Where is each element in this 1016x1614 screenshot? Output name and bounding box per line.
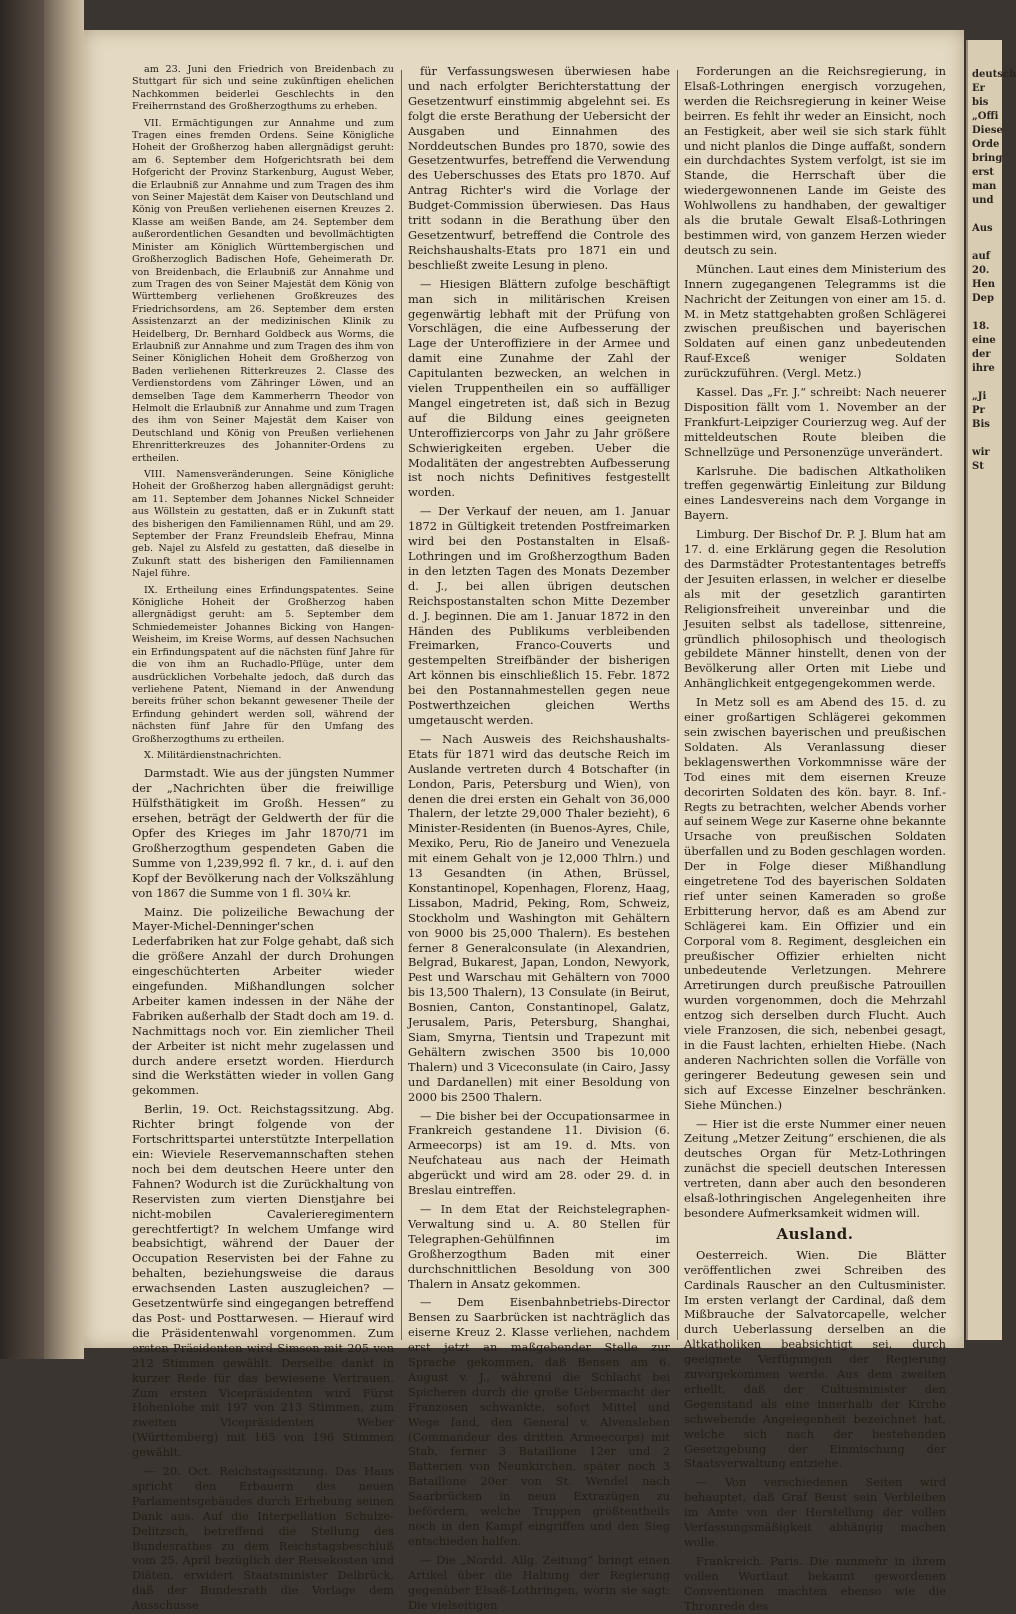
column-3 [684, 64, 946, 1613]
article-paragraph: München. Laut eines dem Ministerium des Innern zugegangenen Telegramms ist die Nachricht der Zeitungen von einer am 15. d. M. in Metz stattgehabten großen Schlägerei zwischen preußischen und bayerischen Soldaten auf einen ganz unbedeutenden Rauf-Exceß weniger Soldaten zurückzuführen. (Vergl. Metz.) [684, 261, 946, 381]
article-paragraph: — Die „Nordd. Allg. Zeitung“ bringt einen Artikel über die Haltung der Regierung gegenüber Elsaß-Lothringen, worin sie sagt: Die vielseitigen [408, 1552, 670, 1612]
column-1 [132, 64, 394, 1613]
article-paragraph: Kassel. Das „Fr. J.“ schreibt: Nach neuerer Disposition fällt vom 1. November an der Frankfurt-Leipziger Courierzug weg. Auf der mitteldeutschen Route bleiben die Schnellzüge und Personenzüge unverändert. [684, 385, 946, 459]
column-rule [677, 70, 678, 1340]
article-paragraph: für Verfassungswesen überwiesen habe und nach erfolgter Berichterstattung der Gesetzentwurf einstimmig abgelehnt sei. Es folgt die erste Berathung der Uebersicht der Ausgaben und Einnahmen des Norddeutschen Bundes pro 1870, sowie des Gesetzentwurfes, betreffend die Verwendung des Ueberschusses des Etats pro 1870. Auf Antrag Richter's wird die Vorlage der Budget-Commission überwiesen. Das Haus tritt sodann in die Berathung über den Gesetzentwurf, betreffend die Controle des Reichshaushalts-Etats pro 1871 ein und beschließt zweite Lesung in pleno. [408, 64, 670, 272]
article-paragraph: Oesterreich. Wien. Die Blätter veröffentlichen zwei Schreiben des Cardinals Rauscher an den Cultusminister. Im ersten verlangt der Cardinal, daß dem Mißbrauche der Salvatorcapelle, welcher durch Ueberlassung derselben an die Altkatholiken beabsichtigt sei, durch geeignete Verfügungen der Regierung zuvorgekommen werde. Aus dem zweiten erhellt, daß der Cultusminister den Gegenstand als eine innerhalb der Kirche schwebende Angelegenheit bezeichnet hat, welche sich nach der bestehenden Gesetzgebung der Einmischung der Staatsverwaltung entziehe. [684, 1247, 946, 1471]
article-paragraph: Berlin, 19. Oct. Reichstagssitzung. Abg. Richter bringt folgende von der Fortschrittspartei unterstützte Interpellation ein: Wieviele Reservemannschaften stehen noch bei dem deutschen Heere unter den Fahnen? Wodurch ist die Zurückhaltung von Reservisten zum vierten Dienstjahre bei nicht-mobilen Cavalerieregimentern gerechtfertigt? In welchem Umfange wird beabsichtigt, während der Dauer der Occupation Reservisten bei der Fahne zu behalten, beziehungsweise die daraus erwachsenden Lasten auszugleichen? — Gesetzentwürfe sind eingegangen betreffend das Post- und Posttarwesen. — Hierauf wird die Präsidentenwahl vorgenommen. Zum ersten Präsidenten wird Simson mit 205 von 212 Stimmen gewählt. Derselbe dankt in kurzer Rede für das bewiesene Vertrauen. Zum ersten Vicepräsidenten wird Fürst Hohenlohe mit 197 von 213 Stimmen, zum zweiten Vicepräsidenten Weber (Württemberg) mit 165 von 196 Stimmen gewählt. [132, 1102, 394, 1460]
page-gutter [44, 0, 84, 1359]
section-subheading: X. Militärdienstnachrichten. [144, 749, 282, 761]
article-paragraph: — Dem Eisenbahnbetriebs-Director Bensen zu Saarbrücken ist nachträglich das eiserne Kreuz 2. Klasse verliehen, nachdem erst jetzt an maßgebender Stelle zur Sprache gekommen, daß Bensen am 6. August v. J., während die Schlacht bei Spicheren durch die große Uebermacht der Franzosen schwankte, sofort Mittel und Wege fand, den General v. Alvensleben (Commandeur des dritten Armeecorps) mit Stab, ferner 3 Bataillone 12er und 2 Batterien von Neunkirchen, später noch 3 Bataillone 20er von St. Wendel nach Saarbrücken in neun Extrazügen zu befördern, welche Truppen größtentheils noch in den Kampf eingriffen und den Sieg entschieden halfen. [408, 1295, 670, 1548]
adjacent-page-text: deutsch Er bis „Offi Diese Orde bring erst man und Aus auf 20. Hen Dep 18. eine der ihre „Ji Pr Bis wir St [972, 69, 1016, 472]
newspaper-page [84, 30, 964, 1613]
article-paragraph: — Die bisher bei der Occupationsarmee in Frankreich gestandene 11. Division (6. Armeecorps) ist am 19. d. Mts. von Neufchateau aus nach der Heimath abgerückt und wird am 28. oder 29. d. in Breslau eintreffen. [408, 1108, 670, 1198]
article-paragraph: — Nach Ausweis des Reichshaushalts-Etats für 1871 wird das deutsche Reich im Auslande vertreten durch 4 Botschafter (in London, Paris, Petersburg und Wien), von denen die drei ersten ein Gehalt von 36,000 Thalern, der letzte 29,000 Thaler bezieht), 6 Minister-Residenten (in Buenos-Ayres, Chile, Mexiko, Peru, Rio de Janeiro und Venezuela mit einem Gehalt von je 12,000 Thlrn.) und 13 Gesandten (in Athen, Brüssel, Konstantinopel, Kopenhagen, Florenz, Haag, Lissabon, Madrid, Peking, Rom, Schweiz, Stockholm und Washington mit Gehältern von 9000 bis 25,000 Thalern). Es bestehen ferner 8 Generalconsulate (in Alexandrien, Belgrad, Bukarest, Japan, London, Newyork, Pest und Warschau mit Gehältern von 7000 bis 13,500 Thalern), 13 Consulate (in Beirut, Bosnien, Canton, Constantinopel, Galatz, Jerusalem, Paris, Petersburg, Shanghai, Siam, Smyrna, Tientsin und Trapezunt mit Gehältern zwischen 3500 bis 10,000 Thalern) und 3 Viceconsulate (in Cairo, Jassy und Dardanellen) mit einer Besoldung von 2000 bis 2500 Thalern. [408, 731, 670, 1104]
article-paragraph: — Von verschiedenen Seiten wird behauptet, daß Graf Beust sein Verbleiben im Amte von der Herstellung der vollen Verfassungsmäßigkeit abhängig machen wolle. [684, 1475, 946, 1549]
article-paragraph: am 23. Juni den Friedrich von Breidenbach zu Stuttgart für sich und seine zukünftigen ehelichen Nachkommen beiderlei Geschlechts in den Freiherrnstand des Großherzogthums zu erheben. [132, 64, 394, 113]
article-paragraph: VIII. Namensveränderungen. Seine Königliche Hoheit der Großherzog haben allergnädigst geruht: am 11. September dem Johannes Nickel Schneider aus Wöllstein zu gestatten, daß er in Zukunft statt des bisherigen den Familiennamen Rühl, und am 29. September der Franz Freundsleib Ehefrau, Minna geb. Najel zu Alsfeld zu gestatten, daß dieselbe in Zukunft statt des bisherigen den Familiennamen Najel führe. [132, 469, 394, 580]
article-paragraph: Limburg. Der Bischof Dr. P. J. Blum hat am 17. d. eine Erklärung gegen die Resolution des Darmstädter Protestantentages betreffs der Jesuiten erlassen, in welcher er dieselbe als mit der gesetzlich garantirten Religionsfreiheit unvereinbar und die Jesuiten selbst als tadellose, sittenreine, gründlich philosophisch und theologisch gebildete Männer hinstellt, denen von der Bevölkerung aller Orten mit Liebe und Anhänglichkeit entgegengekommen werde. [684, 527, 946, 691]
article-paragraph: In Metz soll es am Abend des 15. d. zu einer großartigen Schlägerei gekommen sein zwischen bayerischen und preußischen Soldaten. Als Veranlassung dieser beklagenswerthen Vorkommnisse wäre der Tod eines mit dem eisernen Kreuze decorirten Soldaten des kön. bayr. 8. Inf.-Regts zu betrachten, welcher Abends vorher auf seinem Wege zur Kaserne ohne bekannte Ursache von preußischen Soldaten überfallen und zu Boden geschlagen worden. Der in Folge dieser Mißhandlung eingetretene Tod des bayerischen Soldaten rief unter seinen Kameraden so große Erbitterung hervor, daß es am Abend zur Schlägerei kam. Ein Offizier und ein Corporal vom 8. Regiment, desgleichen ein preußischer Offizier erhielten nicht unbedeutende Verletzungen. Mehrere Arretirungen durch preußische Patrouillen wurden vorgenommen, doch die Mehrzahl entzog sich derselben durch Flucht. Auch viele Franzosen, die sich, nebenbei gesagt, in die Faust lachten, erhielten Hiebe. (Nach anderen Nachrichten sollen die Vorfälle von geringerer Bedeutung gewesen sein und sich auf Excesse Einzelner beschränken. Siehe München.) [684, 695, 946, 1112]
article-paragraph: — Hiesigen Blättern zufolge beschäftigt man sich in militärischen Kreisen gegenwärtig lebhaft mit der Prüfung von Vorschlägen, die eine Aufbesserung der Lage der Unteroffiziere in der Armee und damit eine Zunahme der Zahl der Capitulanten bezwecken, an welchen in vielen Truppentheilen ein so auffälliger Mangel eingetreten ist, daß sich in Bezug auf die Bildung eines geeigneten Unteroffiziercorps von Jahr zu Jahr größere Schwierigkeiten ergeben. Ueber die Modalitäten der angestrebten Aufbesserung ist noch nichts Definitives festgestellt worden. [408, 276, 670, 500]
article-paragraph: — Der Verkauf der neuen, am 1. Januar 1872 in Gültigkeit tretenden Postfreimarken wird bei den Postanstalten in Elsaß-Lothringen und im Großherzogthum Baden in den letzten Tagen des Monats Dezember d. J., bei allen übrigen deutschen Reichspostanstalten schon Mitte Dezember d. J. beginnen. Die am 1. Januar 1872 in den Händen des Publikums verbleibenden Freimarken, Franco-Couverts und gestempelten Streifbänder der bisherigen Art können bis einschließlich 15. Febr. 1872 bei den Postannahmestellen gegen neue Postwerthzeichen gleichen Werths umgetauscht werden. [408, 504, 670, 727]
column-2 [408, 64, 670, 1612]
book-binding [0, 0, 44, 1359]
article-paragraph: — 20. Oct. Reichstagssitzung. Das Haus spricht den Erbauern des neuen Parlamentsgebäudes durch Erhebung seinen Dank aus. Auf die Interpellation Schulze-Delitzsch, betreffend die Stellung des Bundesrathes zu dem Reichstagsbeschluß vom 25. April bezüglich der Reisekosten und Diäten, erwidert Staatsminister Delbrück, daß der Bundesrath die Vorlage dem Ausschusse [132, 1464, 394, 1613]
adjacent-page-edge [966, 40, 1016, 1340]
article-paragraph: — In dem Etat der Reichstelegraphen-Verwaltung sind u. A. 80 Stellen für Telegraphen-Gehülfinnen im Großherzogthum Baden mit einer durchschnittlichen Besoldung von 300 Thalern in Ansatz gekommen. [408, 1201, 670, 1291]
article-paragraph: — Hier ist die erste Nummer einer neuen Zeitung „Metzer Zeitung“ erschienen, die als deutsches Organ für Metz-Lothringen zunächst die speciell deutschen Interessen vertreten, dann aber auch den besonderen elsaß-lothringischen Angelegenheiten ihre besondere Aufmerksamkeit widmen will. [684, 1116, 946, 1220]
article-paragraph: VII. Ermächtigungen zur Annahme und zum Tragen eines fremden Ordens. Seine Königliche Hoheit der Großherzog haben allergnädigst geruht: am 6. September dem Hofgerichtsrath bei dem Hofgericht der Provinz Starkenburg, August Weber, die Erlaubniß zur Annahme und zum Tragen des ihm von Seiner Majestät dem Kaiser von Deutschland und König von Preußen verliehenen eisernen Kreuzes 2. Klasse am weißen Bande, am 24. September dem außerordentlichen Gesandten und bevollmächtigten Minister am Königlich Württembergischen und Großherzoglich Badischen Hofe, Geheimerath Dr. von Breidenbach, die Erlaubniß zur Annahme und zum Tragen des von Seiner Majestät dem König von Württemberg verliehenen Großkreuzes des Friedrichsordens, am 26. September dem ersten Assistenzarzt an der medizinischen Klinik zu Heidelberg, Dr. Bernhard Goldbeck aus Worms, die Erlaubniß zur Annahme und zum Tragen des ihm von Seiner Königlichen Hoheit dem Großherzog von Baden verliehenen Ritterkreuzes 2. Classe des Verdienstordens vom Zähringer Löwen, und an demselben Tage dem Kammerherrn Theodor von Helmolt die Erlaubniß zur Annahme und zum Tragen des ihm von Seiner Majestät dem Kaiser von Deutschland und König von Preußen verliehenen Ehrenritterkreuzes des Johanniter-Ordens zu ertheilen. [132, 117, 394, 464]
article-paragraph: Mainz. Die polizeiliche Bewachung der Mayer-Michel-Denninger'schen Lederfabriken hat zur Folge gehabt, daß sich die größere Anzahl der durch Drohungen eingeschüchterten Arbeiter wieder eingefunden. Mißhandlungen solcher Arbeiter kamen indessen in der Nähe der Fabriken außerhalb der Stadt doch am 19. d. Nachmittags noch vor. Ein ziemlicher Theil der Arbeiter ist nicht mehr zugelassen und durch andere ersetzt worden. Hierdurch sind die Werkstätten wieder in vollen Gang gekommen. [132, 904, 394, 1098]
article-paragraph: Forderungen an die Reichsregierung, in Elsaß-Lothringen energisch vorzugehen, werden die Reichsregierung in keiner Weise beirren. Es fehlt ihr weder an Einsicht, noch an Festigkeit, aber weil sie sich stark fühlt und nicht planlos die Dinge auffaßt, sondern ein durchdachtes System verfolgt, ist sie im Stande, die Herrschaft über die wiedergewonnenen Lande im Geiste des Wohlwollens zu handhaben, der gewaltiger als die brutale Gewalt Elsaß-Lothringen bestimmen wird, von ganzem Herzen wieder deutsch zu sein. [684, 64, 946, 257]
column-rule [401, 70, 402, 1340]
section-heading: Ausland. [776, 1224, 854, 1243]
article-paragraph: IX. Ertheilung eines Erfindungspatentes. Seine Königliche Hoheit der Großherzog haben allergnädigst geruht: am 5. September dem Schmiedemeister Johannes Bicking von Hangen-Weisheim, im Kreise Worms, auf dessen Nachsuchen ein Erfindungspatent auf die nächsten fünf Jahre für die von ihm an Ruchadlo-Pflüge, unter dem ausdrücklichen Vorbehalte jedoch, daß durch das verliehene Patent, Niemand in der Anwendung bereits früher schon bekannt gewesener Theile der Erfindung gehindert werden soll, während der nächsten fünf Jahre für den Umfang des Großherzogthums zu ertheilen. [132, 584, 394, 745]
article-paragraph: Karlsruhe. Die badischen Altkatholiken treffen gegenwärtig Einleitung zur Bildung eines Landesvereins nach dem Vorgange in Bayern. [684, 463, 946, 523]
article-paragraph: Darmstadt. Wie aus der jüngsten Nummer der „Nachrichten über die freiwillige Hülfsthätigkeit im Großh. Hessen“ zu ersehen, beträgt der Geldwerth der für die Opfer des Krieges im Jahr 1870/71 im Großherzogthum gespendeten Gaben die Summe von 1,239,992 fl. 7 kr., d. i. auf den Kopf der Bevölkerung nach der Volkszählung von 1867 die Summe von 1 fl. 30¼ kr. [132, 766, 394, 900]
article-paragraph: Frankreich. Paris. Die nunmehr in ihrem vollen Wortlaut bekannt gewordenen Conventionen machten ebenso wie die Thronrede des [684, 1553, 946, 1613]
